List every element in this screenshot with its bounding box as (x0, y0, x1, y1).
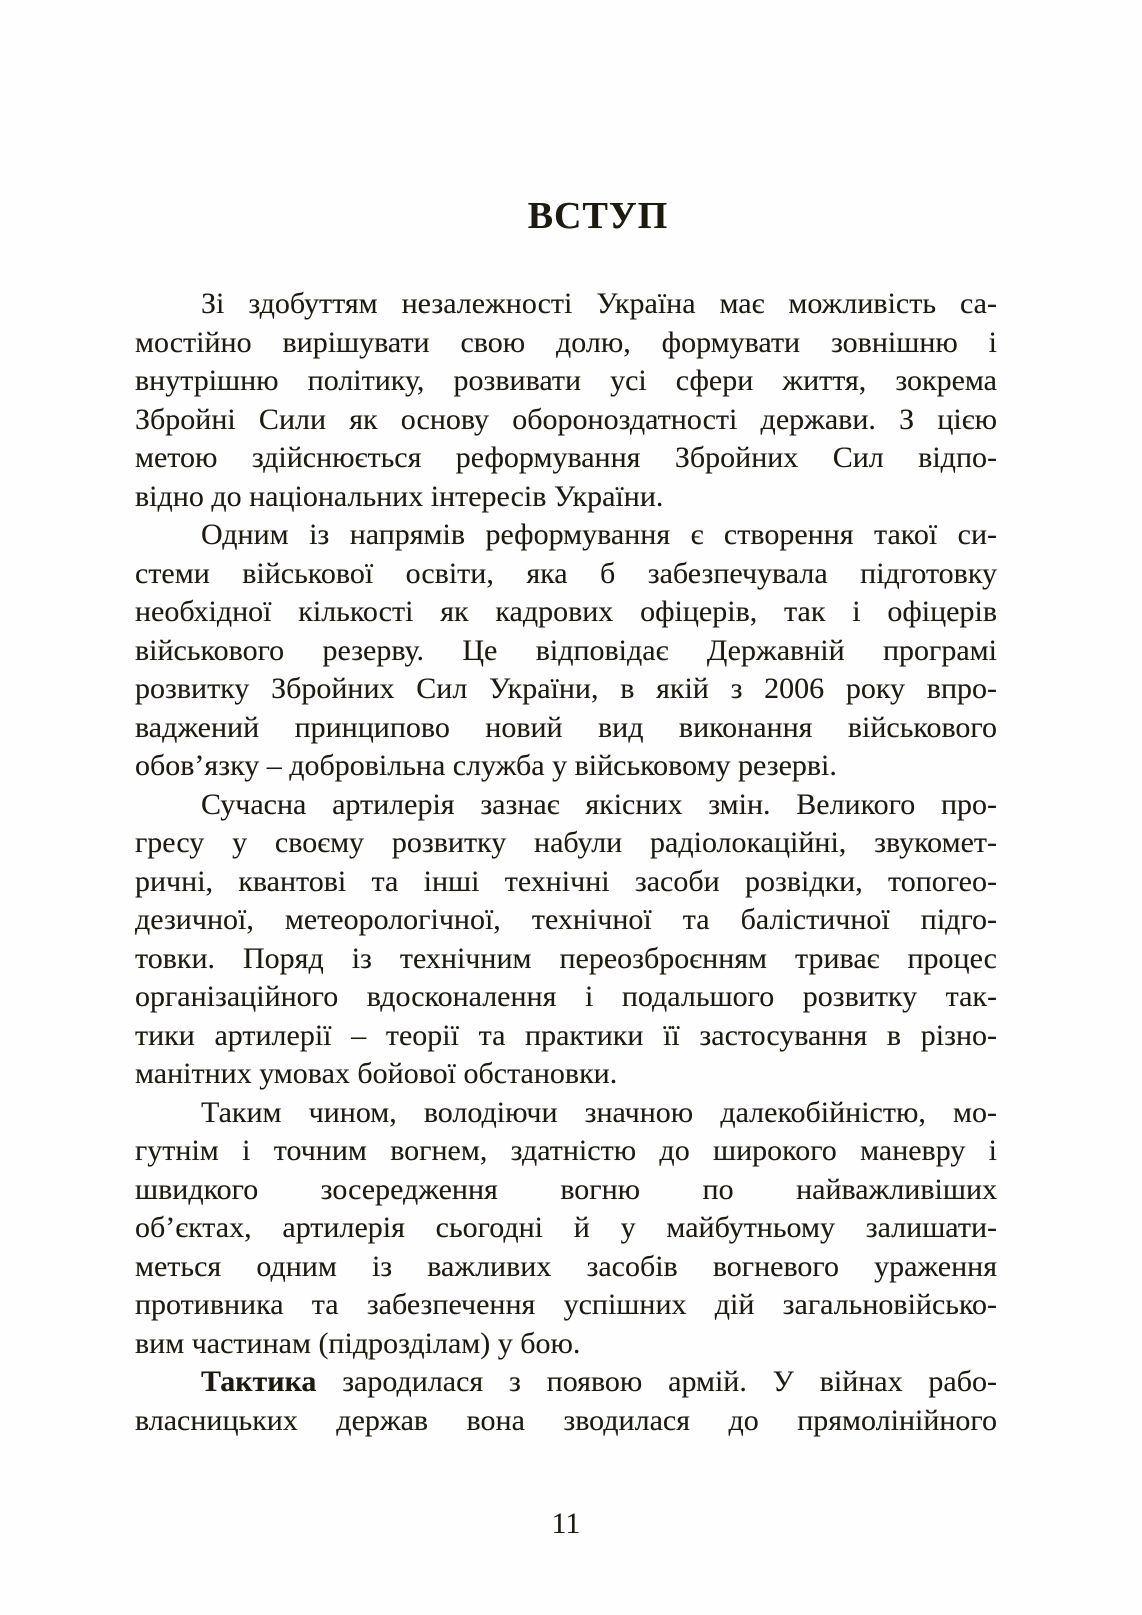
text-line (135, 863, 997, 902)
text-run: мостійно вирішувати свою долю, формувати зовнішню і (135, 325, 997, 359)
text-line (135, 1286, 997, 1325)
text-run: розвитку Збройних Сил України, в якій з 2006 року впро- (135, 672, 997, 705)
text-run: військового резерву. Це відповідає Державній програмі (135, 633, 997, 667)
text-line (135, 1094, 997, 1133)
text-line (135, 555, 997, 594)
text-run: об’єктах, артилерія сьогодні й у майбутньому залишати- (135, 1211, 997, 1244)
text-run: дезичної, метеорологічної, технічної та балістичної підго- (135, 903, 997, 936)
text-line (135, 1171, 997, 1210)
text-run: власницьких держав вона зводилася до прямолінійного (135, 1403, 997, 1437)
text-run: гресу у своєму розвитку набули радіолокаційні, звукомет- (135, 826, 997, 859)
text-line (135, 940, 997, 979)
text-line (135, 1132, 997, 1171)
text-line (135, 1325, 997, 1364)
text-line (135, 401, 997, 440)
paragraph (135, 786, 997, 1094)
bold-text-run: Тактика (201, 1365, 317, 1398)
text-run: Збройні Сили як основу обороноздатності держави. З цією (135, 402, 997, 436)
text-run: тики артилерії – теорії та практики її застосування в різно- (135, 1018, 997, 1052)
text-line (135, 1363, 997, 1402)
text-line (135, 1017, 997, 1056)
text-run: манітних умовах бойової обстановки. (135, 1057, 618, 1090)
paragraph (135, 516, 997, 786)
text-run: Сучасна артилерія зазнає якісних змін. Великого про- (201, 787, 997, 821)
text-line (135, 670, 997, 709)
body-text (135, 285, 997, 1440)
text-run: гутнім і точним вогнем, здатністю до широкого маневру і (135, 1134, 997, 1167)
text-run: Зі здобуттям незалежності Україна має можливість са- (201, 287, 997, 320)
paragraph (135, 285, 997, 516)
text-line (135, 362, 997, 401)
text-run: метою здійснюється реформування Збройних Сил відпо- (135, 441, 997, 474)
text-run: швидкого зосередження вогню по найважливіших (135, 1172, 997, 1206)
text-line (135, 439, 997, 478)
text-run: вим частинам (підрозділам) у бою. (135, 1326, 581, 1360)
page-number: 11 (551, 1507, 581, 1540)
text-run: зародилася з появою армій. У війнах рабо- (316, 1365, 997, 1398)
text-line (135, 285, 997, 324)
text-line (135, 747, 997, 786)
text-line (135, 516, 997, 555)
text-line (135, 901, 997, 940)
text-run: меться одним із важливих засобів вогневого ураження (135, 1249, 997, 1283)
text-run: обов’язку – добровільна служба у військовому резерві. (135, 749, 837, 782)
text-line (135, 786, 997, 825)
text-line (135, 1209, 997, 1248)
text-line (135, 478, 997, 517)
text-run: Одним із напрямів реформування є створення такої си- (201, 518, 997, 551)
text-line (135, 824, 997, 863)
text-run: внутрішню політику, розвивати усі сфери життя, зокрема (135, 364, 997, 397)
section-title: ВСТУП (527, 195, 669, 237)
text-line (135, 632, 997, 671)
text-line (135, 593, 997, 632)
text-run: відно до національних інтересів України. (135, 479, 664, 513)
text-run: товки. Поряд із технічним переозброєнням триває процес (135, 941, 997, 975)
text-line (135, 1402, 997, 1441)
text-run: ричні, квантові та інші технічні засоби розвідки, топогео- (135, 864, 997, 898)
paragraph (135, 1094, 997, 1364)
text-line (135, 324, 997, 363)
text-line (135, 1055, 997, 1094)
text-line (135, 1248, 997, 1287)
text-run: організаційного вдосконалення і подальшого розвитку так- (135, 980, 997, 1013)
paragraph (135, 1363, 997, 1440)
text-run: стеми військової освіти, яка б забезпечувала підготовку (135, 556, 997, 590)
title-block (135, 196, 997, 238)
text-line (135, 978, 997, 1017)
text-run: ваджений принципово новий вид виконання військового (135, 710, 997, 744)
text-line (135, 709, 997, 748)
text-run: необхідної кількості як кадрових офіцерів, так і офіцерів (135, 595, 997, 628)
text-run: Таким чином, володіючи значною далекобійністю, мо- (201, 1095, 997, 1129)
text-run: противника та забезпечення успішних дій загальновійсько- (135, 1288, 997, 1321)
